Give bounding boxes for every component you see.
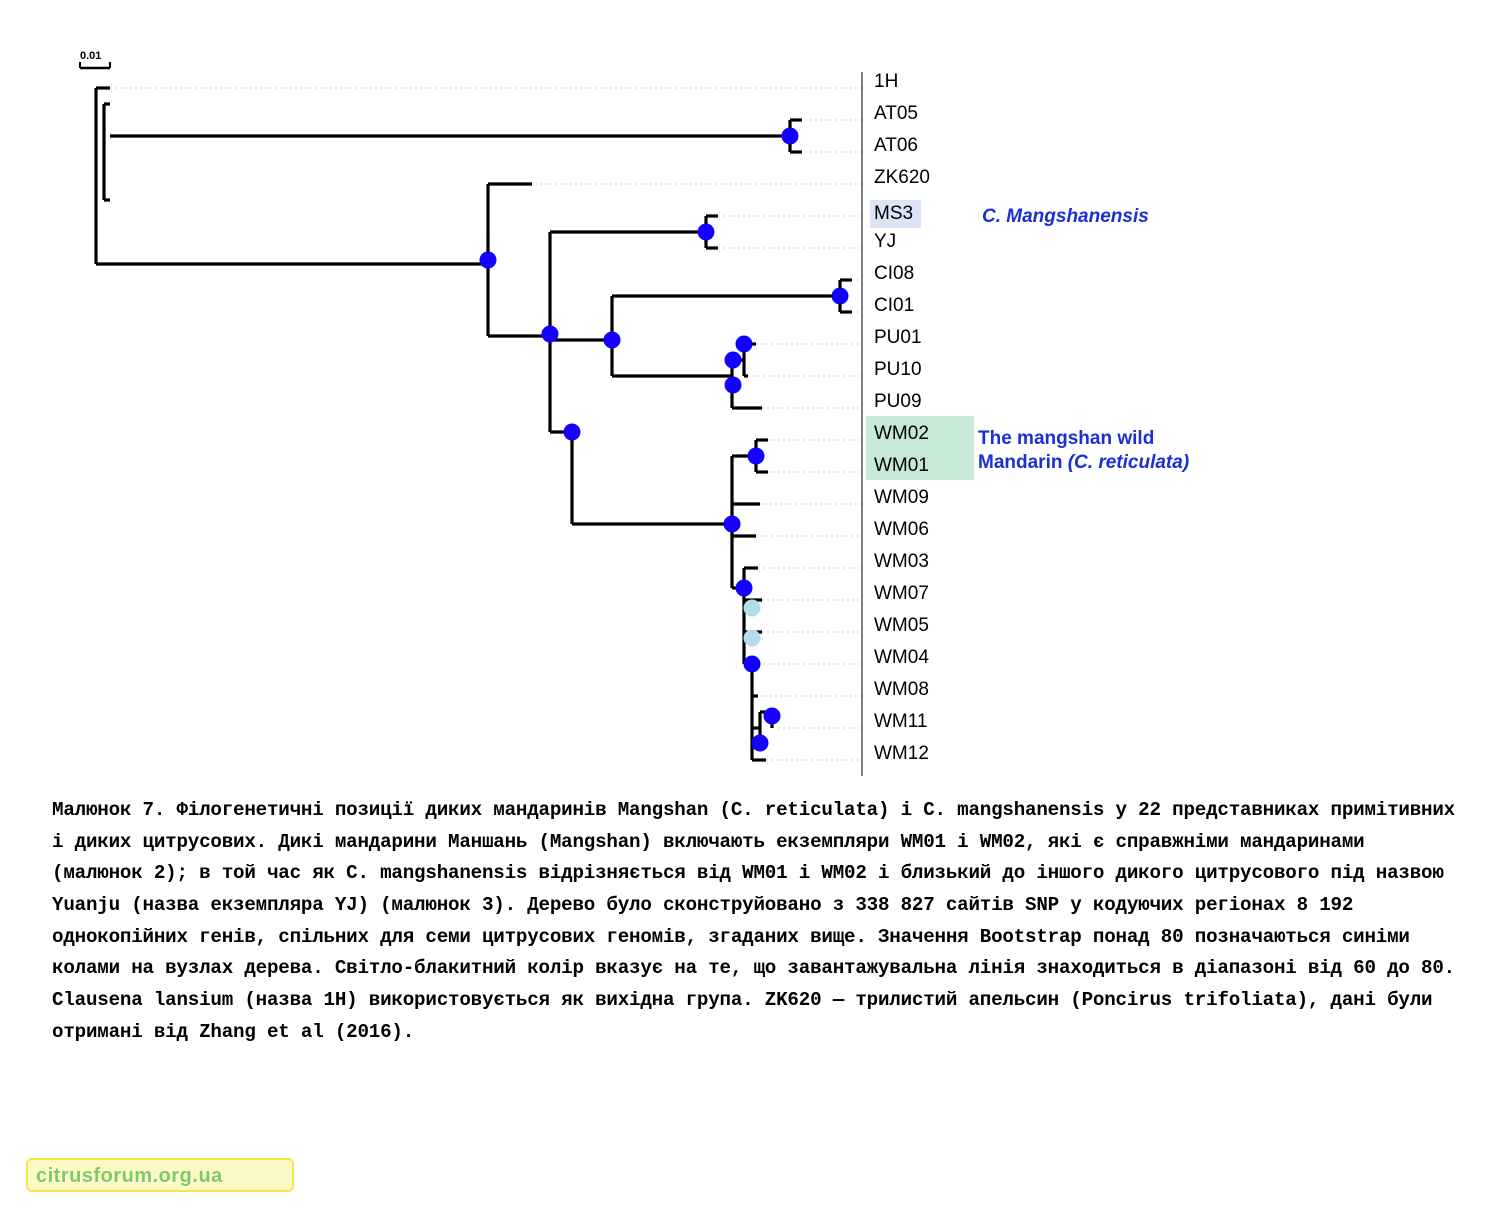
tip-label-AT05: AT05 [874, 103, 919, 124]
tip-label-WM02: WM02 [874, 423, 929, 444]
tip-label-WM11: WM11 [874, 711, 928, 732]
figure-caption: Малюнок 7. Філогенетичні позиції диких мандаринів Mangshan (C. reticulata) і C. mangshanensis у 22 представниках примітивних і диких цитрусових. Дикі мандарини Маншань (Mangshan) включають екземпляри WM01 і WM02, які є справжніми мандаринами (малюнок 2); в той час як C. mangshanensis відрізняється від WM01 і WM02 і близький до іншого дикого цитрусового під назвою Yuanju (назва екземпляра YJ) (малюнок 3). Дерево було сконструйовано з 338 827 сайтів SNP у кодуючих регіонах 8 192 однокопійних генів, спільних для семи цитрусових геномів, згаданих вище. Значення Bootstrap понад 80 позначаються синіми колами на вузлах дерева. Світло-блакитний колір вказує на те, що завантажувальна лінія знаходиться в діапазоні від 60 до 80. Clausena lansium (назва 1H) використовується як вихідна група. ZK620 — трилистий апельсин (Poncirus trifoliata), дані були отримані від Zhang et al (2016). [52, 799, 1455, 1043]
tip-label-AT06: AT06 [874, 135, 919, 156]
tip-label-PU10: PU10 [874, 359, 922, 380]
tip-label-WM12: WM12 [874, 743, 929, 764]
mangshan-annotation-species: (C. reticulata) [1067, 451, 1190, 473]
mangshanensis-annotation-text: C. Mangshanensis [982, 206, 1149, 227]
support-node-high [752, 735, 769, 752]
tip-label-CI08: CI08 [874, 263, 915, 284]
support-node-high [542, 326, 559, 343]
tip-label-ZK620: ZK620 [874, 167, 930, 188]
tip-label-WM05: WM05 [874, 615, 929, 636]
tip-label-WM01: WM01 [874, 455, 929, 476]
scale-bar-label: 0.01 [80, 50, 102, 62]
tip-label-1H: 1H [874, 71, 899, 92]
support-node-high [736, 336, 753, 353]
tip-label-WM04: WM04 [874, 647, 929, 668]
watermark-text: citrusforum.org.ua [36, 1165, 223, 1187]
tip-label-WM07: WM07 [874, 583, 929, 604]
support-node-high [725, 377, 742, 394]
support-node-high [748, 448, 765, 465]
support-node-high [764, 708, 781, 725]
support-node-mid [744, 630, 761, 647]
tip-label-WM03: WM03 [874, 551, 929, 572]
tip-label-PU01: PU01 [874, 327, 922, 348]
tip-label-MS3: MS3 [870, 200, 921, 228]
tip-label-WM09: WM09 [874, 487, 929, 508]
support-node-high [736, 580, 753, 597]
tip-label-YJ: YJ [874, 231, 897, 252]
tip-label-PU09: PU09 [874, 391, 922, 412]
support-node-high [724, 516, 741, 533]
mangshan-annotation-line1: The mangshan wild [978, 428, 1155, 449]
support-node-high [480, 252, 497, 269]
mangshan-wild-mandarin-annotation [978, 427, 1189, 475]
support-node-mid [744, 600, 761, 617]
support-node-high [725, 352, 742, 369]
tip-label-WM06: WM06 [874, 519, 929, 540]
support-node-high [832, 288, 849, 305]
watermark [26, 1158, 294, 1192]
mangshan-annotation-line2: Mandarin [978, 451, 1068, 473]
tip-label-WM08: WM08 [874, 679, 929, 700]
support-node-high [604, 332, 621, 349]
support-node-high [782, 128, 799, 145]
support-node-high [698, 224, 715, 241]
scale-bar [80, 62, 110, 68]
support-node-high [564, 424, 581, 441]
mangshanensis-annotation [982, 205, 1149, 229]
support-node-high [744, 656, 761, 673]
tip-label-CI01: CI01 [874, 295, 915, 316]
